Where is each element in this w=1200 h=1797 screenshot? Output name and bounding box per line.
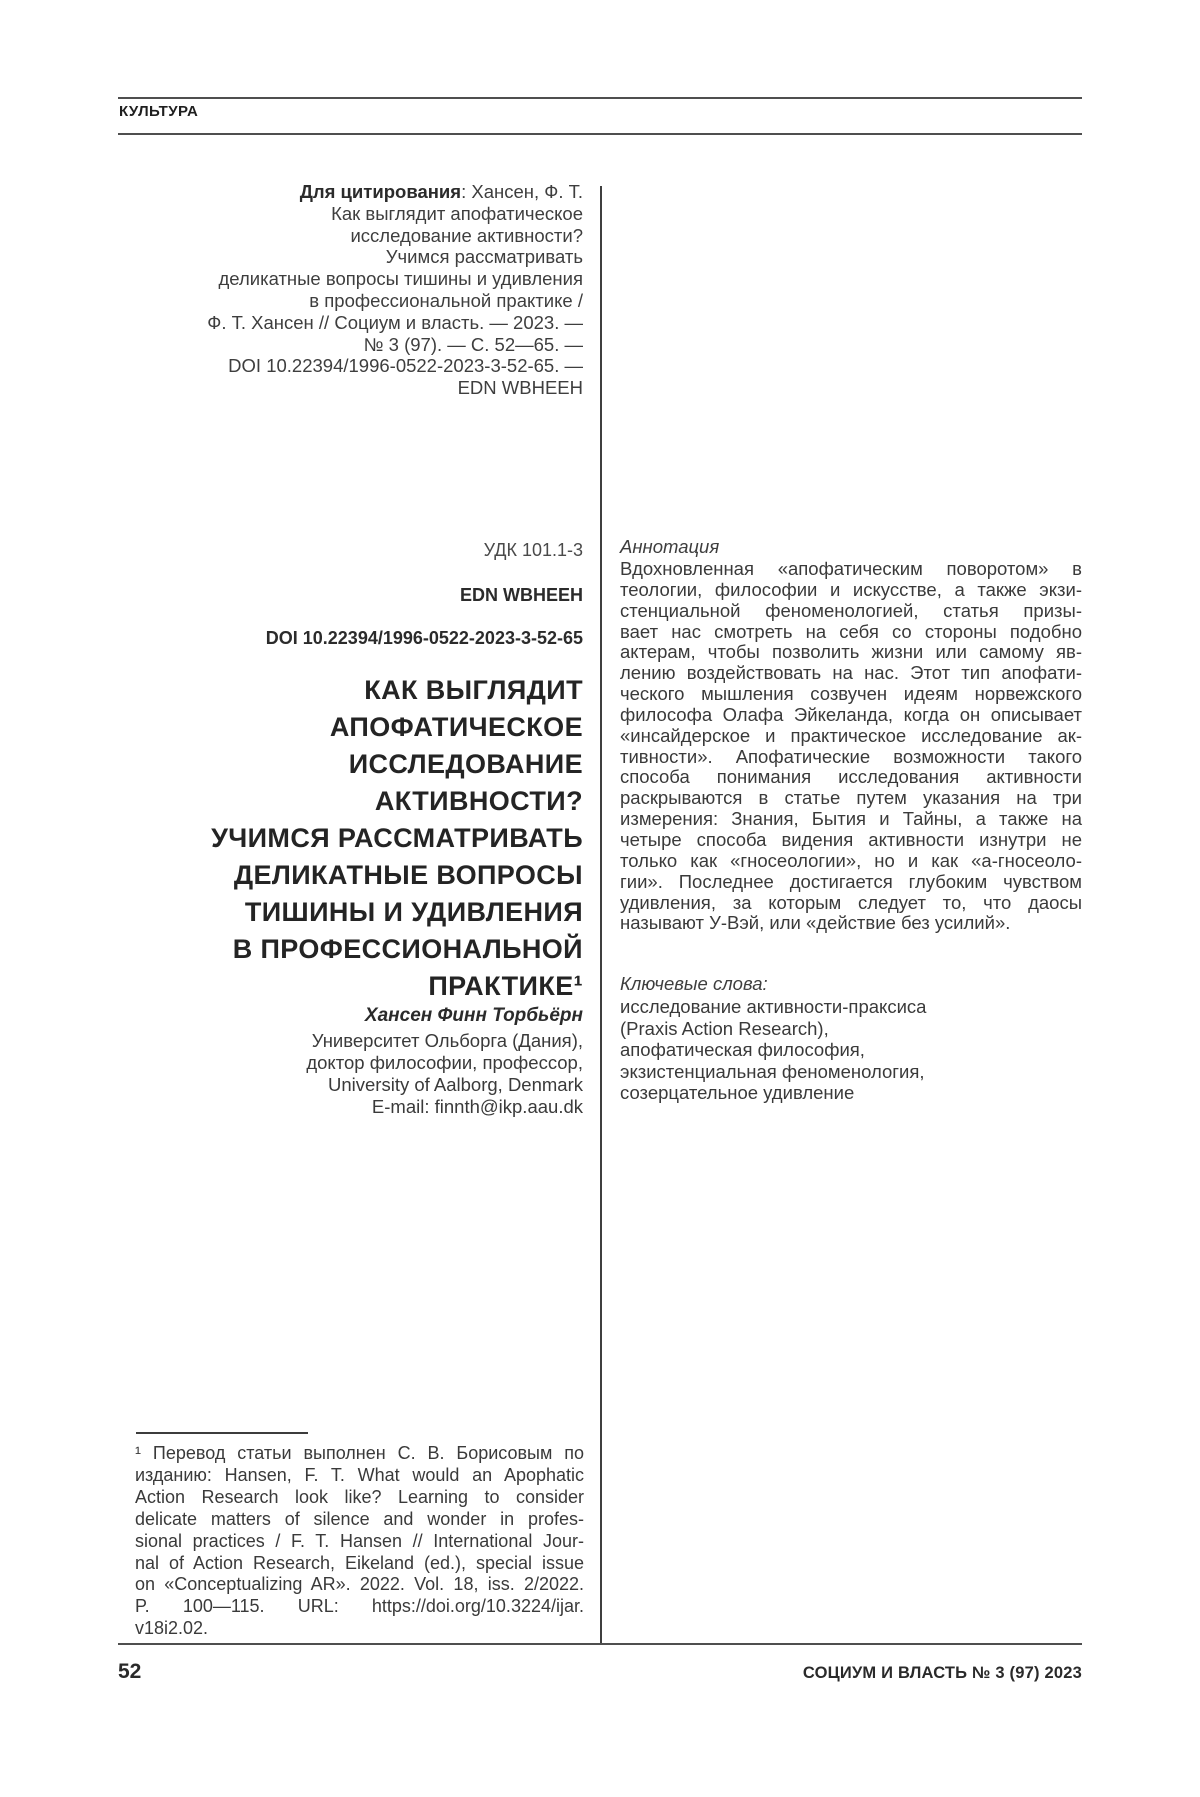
footnote-line: delicate matters of silence and wonder in profes- <box>135 1508 584 1529</box>
abstract-line: «инсайдерское и практическое исследование ак- <box>620 724 1082 746</box>
abstract-line: Вдохновленная «апофатическим поворотом» в <box>620 558 1082 579</box>
abstract-line: четыре способа видения активности изнутри не <box>620 828 1082 850</box>
keyword-line: экзистенциальная феноменология, <box>620 1060 925 1082</box>
abstract-line: актерам, чтобы позволить жизни или самому яв- <box>620 641 1082 663</box>
abstract-line: вает нас смотреть на себя со стороны подобно <box>620 620 1082 642</box>
affiliation-line: Университет Ольборга (Дания), <box>311 1030 583 1051</box>
citation-line-first-rest: : Хансен, Ф. Т. <box>461 181 583 202</box>
footnote-line: P. 100—115. URL: https://doi.org/10.3224/ijar. <box>135 1596 584 1617</box>
section-heading: КУЛЬТУРА <box>119 103 199 120</box>
article-title-line: ПРАКТИКЕ¹ <box>428 971 583 1001</box>
citation-line-first <box>120 181 583 203</box>
abstract-line: называют У-Вэй, или «действие без усилий». <box>620 912 1011 934</box>
header-rule-bottom <box>118 133 1082 135</box>
article-title-line: В ПРОФЕССИОНАЛЬНОЙ <box>232 934 583 964</box>
citation-line: Ф. Т. Хансен // Социум и власть. — 2023. — <box>207 311 583 333</box>
abstract-line: гии». Последнее достигается глубоким чувством <box>620 870 1082 892</box>
footnote-line: on «Conceptualizing AR». 2022. Vol. 18, iss. 2/2022. <box>135 1574 584 1595</box>
footnote-line: sional practices / F. T. Hansen // International Jour- <box>135 1530 584 1551</box>
footnote-line: v18i2.02. <box>135 1618 209 1639</box>
abstract-line: лению воздействовать на нас. Этот тип апофати- <box>620 662 1082 684</box>
doi-code: DOI 10.22394/1996-0522-2023-3-52-65 <box>265 628 583 648</box>
keyword-line: апофатическая философия, <box>620 1039 865 1061</box>
column-divider-rule <box>600 186 602 1643</box>
keywords-heading: Ключевые слова: <box>620 973 768 994</box>
citation-line: в профессиональной практике / <box>309 289 583 311</box>
affiliation-line: доктор философии, профессор, <box>306 1052 583 1073</box>
udc-code: УДК 101.1-3 <box>483 540 583 560</box>
footnote-line: изданию: Hansen, F. T. What would an Apophatic <box>135 1464 584 1485</box>
article-title-line: ДЕЛИКАТНЫЕ ВОПРОСЫ <box>233 860 583 890</box>
abstract-line: удивления, за которым следует то, что даосы <box>620 891 1082 913</box>
keyword-line: исследование активности-праксиса <box>620 996 927 1017</box>
article-title-line: КАК ВЫГЛЯДИТ <box>364 675 583 705</box>
citation-block <box>120 181 583 399</box>
footnote-line: nal of Action Research, Eikeland (ed.), special issue <box>135 1552 584 1573</box>
footer-rule <box>118 1643 1082 1645</box>
footnote-line: Action Research look like? Learning to consider <box>135 1486 584 1507</box>
article-title-line: УЧИМСЯ РАССМАТРИВАТЬ <box>211 823 583 853</box>
article-title-line: АПОФАТИЧЕСКОЕ <box>329 712 583 742</box>
abstract-line: раскрываются в статье путем указания на три <box>620 787 1082 809</box>
affiliation-line: E-mail: finnth@ikp.aau.dk <box>371 1096 583 1117</box>
affiliation-line: University of Aalborg, Denmark <box>328 1074 583 1095</box>
citation-lines <box>120 203 583 399</box>
author-affiliation <box>120 1030 583 1118</box>
citation-line: деликатные вопросы тишины и удивления <box>218 268 583 290</box>
abstract-line: измерения: Знания, Бытия и Тайны, а также на <box>620 808 1082 830</box>
citation-line: EDN WBHEEH <box>457 377 583 399</box>
journal-footer: СОЦИУМ И ВЛАСТЬ № 3 (97) 2023 <box>802 1664 1082 1682</box>
abstract-line: стенциальной феноменологией, статья призы- <box>620 599 1082 621</box>
article-title-line: АКТИВНОСТИ? <box>374 786 583 816</box>
header-rule-top <box>118 97 1082 99</box>
keyword-line: (Praxis Action Research), <box>620 1017 829 1039</box>
abstract-line: ческого мышления созвучен идеям норвежского <box>620 683 1082 705</box>
citation-line: Учимся рассматривать <box>385 246 583 268</box>
citation-line: № 3 (97). — С. 52—65. — <box>363 333 583 355</box>
keywords-list <box>620 996 1082 1104</box>
edn-code: EDN WBHEEH <box>459 585 583 605</box>
footnote-text <box>135 1443 584 1640</box>
citation-line: Как выглядит апофатическое <box>331 202 583 224</box>
abstract-line: философа Олафа Эйкеланда, когда он описывает <box>620 703 1082 725</box>
page-number: 52 <box>118 1660 142 1683</box>
abstract-line: тивности». Апофатические возможности такого <box>620 745 1082 767</box>
abstract-text <box>620 559 1082 934</box>
abstract-line: только как «гносеологии», но и как «а-гносеоло- <box>620 849 1082 871</box>
abstract-heading: Аннотация <box>620 536 720 557</box>
abstract-line: способа понимания исследования активности <box>620 766 1082 788</box>
article-title-line: ТИШИНЫ И УДИВЛЕНИЯ <box>244 897 583 927</box>
keyword-line: созерцательное удивление <box>620 1082 855 1104</box>
citation-label: Для цитирования <box>299 181 462 202</box>
citation-line: DOI 10.22394/1996-0522-2023-3-52-65. — <box>228 355 583 377</box>
citation-line: исследование активности? <box>350 224 583 246</box>
article-title <box>120 672 583 1005</box>
article-title-line: ИССЛЕДОВАНИЕ <box>348 749 583 779</box>
footnote-rule <box>136 1432 308 1434</box>
author-name: Хансен Финн Торбьёрн <box>364 1005 583 1026</box>
footnote-line: ¹ Перевод статьи выполнен С. В. Борисовым по <box>135 1443 584 1463</box>
abstract-line: теологии, философии и искусстве, а также экзи- <box>620 578 1082 600</box>
